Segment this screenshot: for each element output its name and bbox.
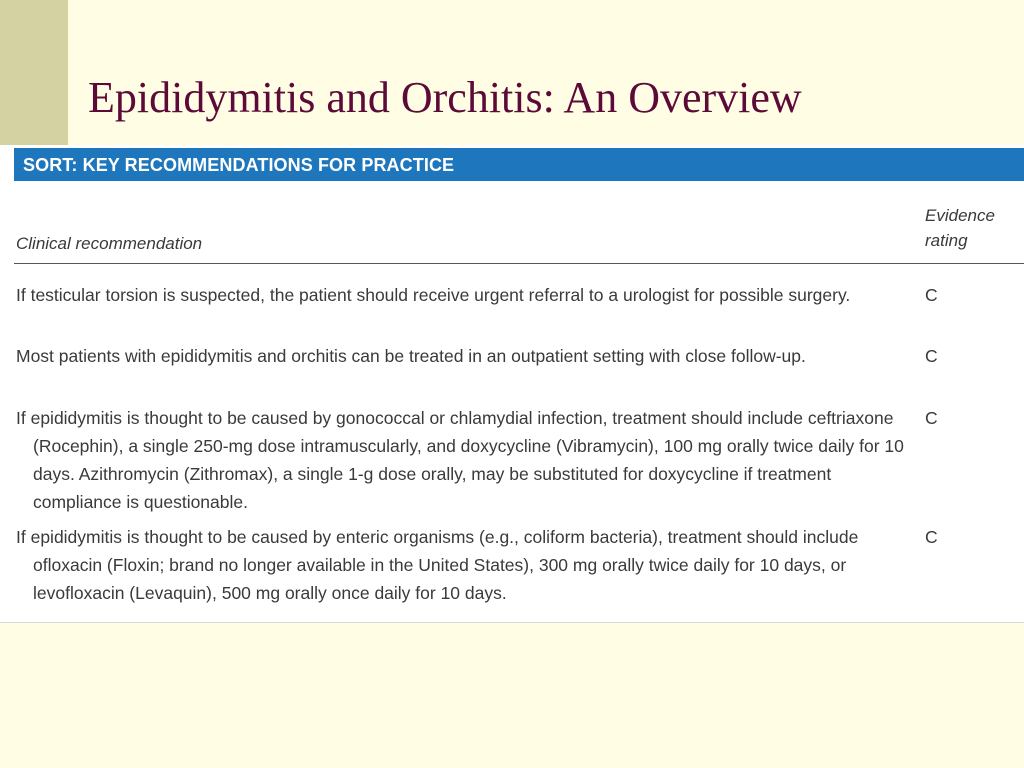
- recommendation-text: Most patients with epididymitis and orchitis can be treated in an outpatient setting with close follow-up.: [16, 346, 806, 366]
- table-banner-title: SORT: KEY RECOMMENDATIONS FOR PRACTICE: [23, 155, 455, 175]
- recommendation-text: If testicular torsion is suspected, the patient should receive urgent referral to a urologist for possible surgery.: [16, 285, 851, 305]
- column-header-recommendation: Clinical recommendation: [16, 234, 203, 253]
- recommendation-text: If epididymitis is thought to be caused by enteric organisms (e.g., coliform bacteria), treatment should include ofloxacin (Floxin; brand no longer available in the United States), 300 mg orally twice daily for 10 days, or levofloxacin (Levaquin), 500 mg orally once daily for 10 days.: [16, 527, 859, 603]
- recommendations-table: [0, 145, 1024, 623]
- recommendation-text: If epididymitis is thought to be caused by gonococcal or chlamydial infection, treatment should include ceftriaxone (Rocephin), a single 250-mg dose intramuscularly, and doxycycline (Vibramycin), 100 mg orally twice daily for 10 days. Azithromycin (Zithromax), a single 1-g dose orally, may be substituted for doxycycline if treatment compliance is questionable.: [16, 408, 904, 512]
- table-banner: [14, 148, 1024, 181]
- column-header-evidence-rating: Evidence rating: [925, 206, 995, 250]
- evidence-rating: C: [925, 285, 938, 305]
- evidence-rating: C: [925, 346, 938, 366]
- evidence-rating: C: [925, 408, 938, 428]
- evidence-rating: C: [925, 527, 938, 547]
- header-divider: [14, 263, 1024, 264]
- slide-title: Epididymitis and Orchitis: An Overview: [88, 73, 802, 122]
- title-accent-block: [0, 0, 68, 145]
